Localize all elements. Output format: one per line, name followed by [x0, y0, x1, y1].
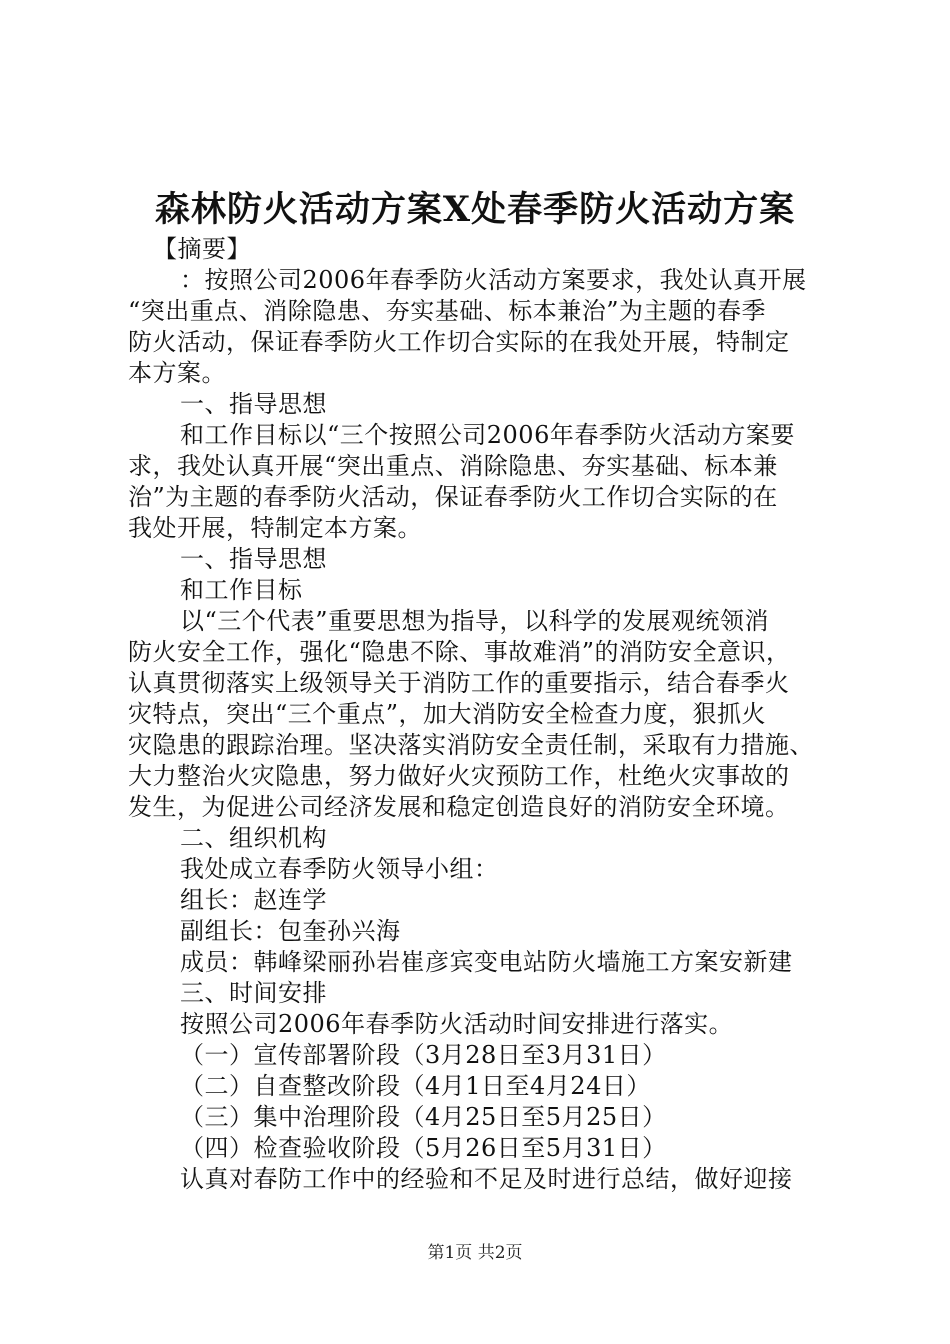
text-line: 【摘要】: [153, 235, 251, 263]
text-line: 大力整治火灾隐患，努力做好火灾预防工作，杜绝火灾事故的: [128, 762, 790, 790]
text-line: 本方案。: [128, 359, 226, 387]
section-heading: 二、组织机构: [180, 824, 327, 852]
list-item: （二）自查整改阶段（4月1日至4月24日）: [180, 1072, 651, 1100]
section-heading: 一、指导思想: [180, 390, 327, 418]
page-number: 第1页 共2页: [427, 1243, 523, 1263]
text-line: 认真贯彻落实上级领导关于消防工作的重要指示，结合春季火: [128, 669, 790, 697]
text-line: 认真对春防工作中的经验和不足及时进行总结，做好迎接: [180, 1165, 793, 1193]
text-line: ：按照公司2006年春季防火活动方案要求，我处认真开展: [180, 266, 807, 294]
text-line: 求，我处认真开展“突出重点、消除隐患、夯实基础、标本兼: [128, 452, 778, 480]
section-heading: 一、指导思想: [180, 545, 327, 573]
text-line: 我处开展，特制定本方案。: [128, 514, 422, 542]
text-line: 灾隐患的跟踪治理。坚决落实消防安全责任制，采取有力措施、: [128, 731, 814, 759]
text-line: 组长：赵连学: [180, 886, 327, 914]
list-item: （一）宣传部署阶段（3月28日至3月31日）: [180, 1041, 667, 1069]
list-item: （四）检查验收阶段（5月26日至5月31日）: [180, 1134, 667, 1162]
text-line: 灾特点，突出“三个重点”，加大消防安全检查力度，狠抓火: [128, 700, 767, 728]
text-line: “突出重点、消除隐患、夯实基础、标本兼治”为主题的春季: [128, 297, 767, 325]
text-line: 治”为主题的春季防火活动，保证春季防火工作切合实际的在: [128, 483, 778, 511]
text-line: 按照公司2006年春季防火活动时间安排进行落实。: [180, 1010, 734, 1038]
list-item: （三）集中治理阶段（4月25日至5月25日）: [180, 1103, 667, 1131]
text-line: 防火活动，保证春季防火工作切合实际的在我处开展，特制定: [128, 328, 790, 356]
document-title: 森林防火活动方案X处春季防火活动方案: [154, 189, 796, 230]
text-line: 我处成立春季防火领导小组：: [180, 855, 499, 883]
text-line: 发生，为促进公司经济发展和稳定创造良好的消防安全环境。: [128, 793, 790, 821]
document-body: [128, 234, 838, 1195]
text-line: 和工作目标: [180, 576, 303, 604]
text-line: 以“三个代表”重要思想为指导，以科学的发展观统领消: [180, 607, 770, 635]
text-line: 副组长：包奎孙兴海: [180, 917, 401, 945]
text-line: 防火安全工作，强化“隐患不除、事故难消”的消防安全意识，: [128, 638, 791, 666]
text-line: 和工作目标以“三个按照公司2006年春季防火活动方案要: [180, 421, 795, 449]
section-heading: 三、时间安排: [180, 979, 327, 1007]
text-line: 成员：韩峰梁丽孙岩崔彦宾变电站防火墙施工方案安新建: [180, 948, 793, 976]
